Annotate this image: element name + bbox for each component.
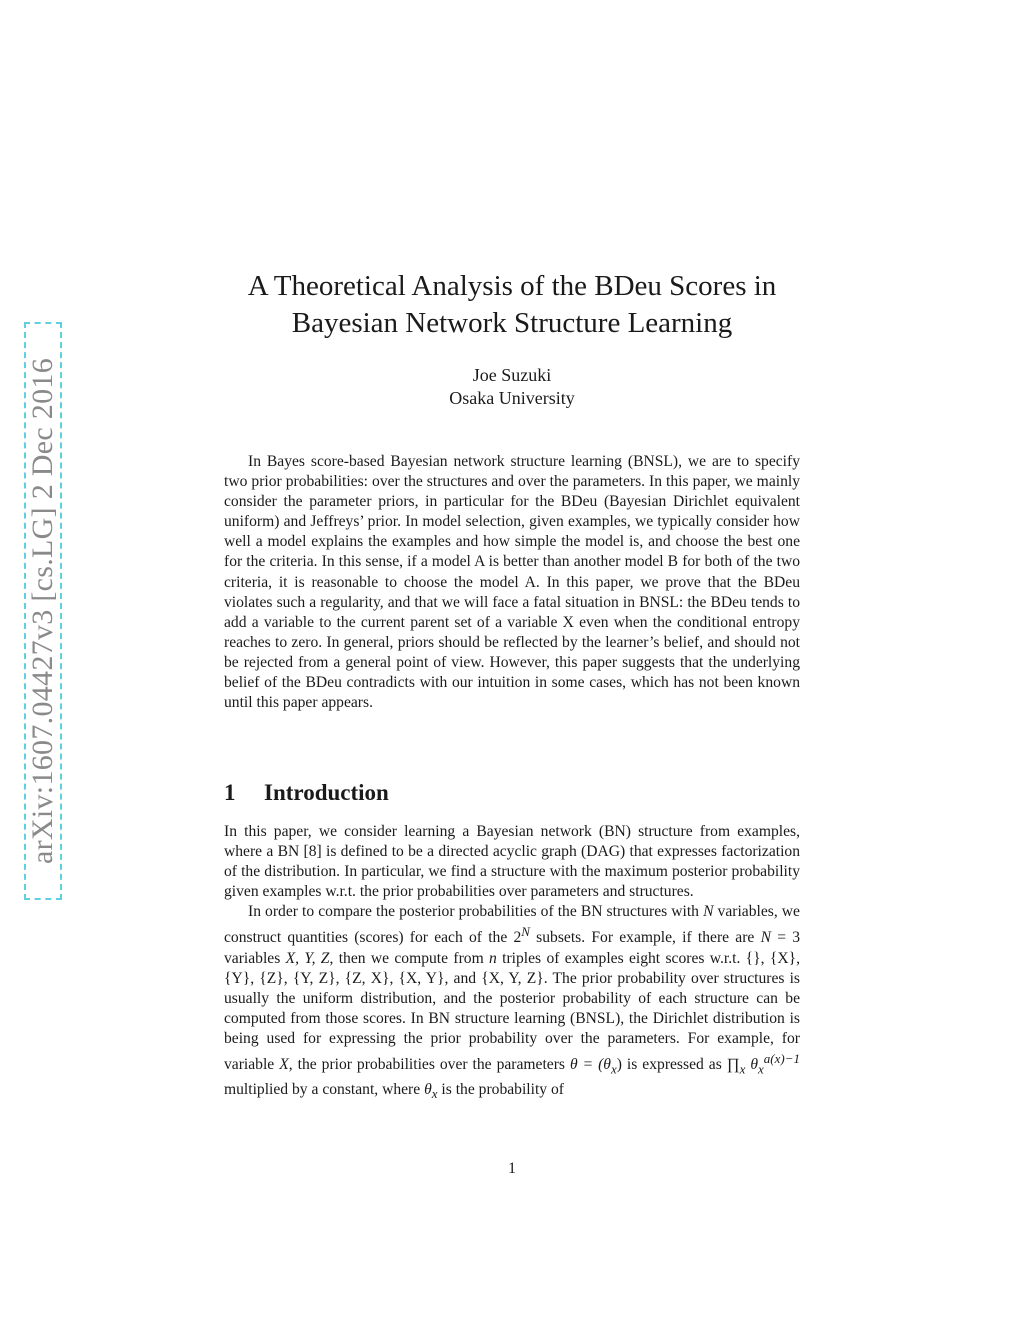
author-affiliation: Osaka University [449, 388, 575, 408]
p2-sub-x4: x [431, 1085, 438, 1101]
p2-sub-x2: x [739, 1061, 746, 1077]
p2-text-a: In order to compare the posterior probabilities of the BN structures with [248, 903, 699, 921]
p2-math-theta: θ = (θ [569, 1056, 611, 1074]
section-body [224, 822, 800, 1104]
p2-text-g: = 3 variables [224, 929, 801, 967]
p2-exponent-n: N [521, 924, 530, 940]
p2-sub-x3: x [758, 1061, 764, 1077]
p2-sub-x: x [610, 1061, 617, 1077]
p2-text-e: subsets. For example, if there are [529, 929, 761, 947]
p2-sup-ax: a(x)−1 [763, 1051, 800, 1067]
section-number: 1 [224, 780, 236, 805]
p2-text-m: , the prior probabilities over the parameters [288, 1056, 570, 1074]
p2-math-xyz: X, Y, Z [285, 949, 330, 967]
paper-title [224, 268, 800, 342]
title-line-2: Bayesian Network Structure Learning [291, 307, 733, 339]
p2-text-p: ) is expressed as ∏ [616, 1056, 740, 1074]
p2-text-k: triples of examples eight scores w.r.t. {}, {X}, {Y}, {Z}, {Y, Z}, {Z, X}, {X, Y}, and {X, Y, Z}. The prior probability over structures is usually the uniform distribution, and the posterior probability of each structure can be computed from those scores. In BN structure learning (BNSL), the Dirichlet distribution is being used for expressing the prior probability over the parameters. For example, for variable [224, 949, 800, 1074]
p2-math-theta3: θ [424, 1080, 432, 1098]
p2-math-n: N [703, 903, 714, 921]
p2-text-x: is the probability of [437, 1080, 564, 1098]
section-title: Introduction [264, 780, 389, 805]
author-name: Joe Suzuki [472, 365, 552, 385]
arxiv-stamp [24, 322, 62, 900]
p2-text-c: variables, we construct quantities (scores) for each of the 2 [224, 903, 800, 947]
p2-text-u: multiplied by a constant, where [224, 1080, 425, 1098]
p2-math-x: X [279, 1056, 289, 1074]
section-heading [224, 778, 389, 808]
author-block [224, 364, 800, 410]
abstract: In Bayes score-based Bayesian network structure learning (BNSL), we are to specify two prior probabilities: over the structures and over the parameters. In this paper, we mainly consider the parameter priors, in particular for the BDeu (Bayesian Dirichlet equivalent uniform) and Jeffreys’ prior. In model selection, given examples, we typically consider how well a model explains the examples and how simple the model is, and choose the best one for the criteria. In this sense, if a model A is better than another model B for both of the two criteria, it is reasonable to choose the model A. In this paper, we prove that the BDeu violates such a regularity, and that we will face a fatal situation in BNSL: the BDeu tends to add a variable to the current parent set of a variable X even when the conditional entropy reaches to zero. In general, priors should be reflected by the learner’s belief, and should not be rejected from a general point of view. However, this paper suggests that the underlying belief of the BDeu contradicts with our intuition in some cases, which has not been known until this paper appears. [224, 453, 800, 712]
p2-math-n-small: n [489, 949, 497, 967]
arxiv-stamp-text: arXiv:1607.04427v3 [cs.LG] 2 Dec 2016 [26, 358, 59, 864]
p2-math-theta2: θ [745, 1056, 758, 1074]
page-number: 1 [508, 1160, 516, 1177]
paragraph-2 [224, 902, 800, 1103]
p2-text-i: , then we compute from [329, 949, 490, 967]
paragraph-1: In this paper, we consider learning a Bayesian network (BN) structure from examples, where a BN [8] is defined to be a directed acyclic graph (DAG) that expresses factorization of the distribution. In particular, we find a structure with the maximum posterior probability given examples w.r.t. the prior probabilities over parameters and structures. [224, 823, 800, 901]
title-line-1: A Theoretical Analysis of the BDeu Scores in [247, 270, 777, 302]
p2-math-n2: N [760, 929, 771, 947]
